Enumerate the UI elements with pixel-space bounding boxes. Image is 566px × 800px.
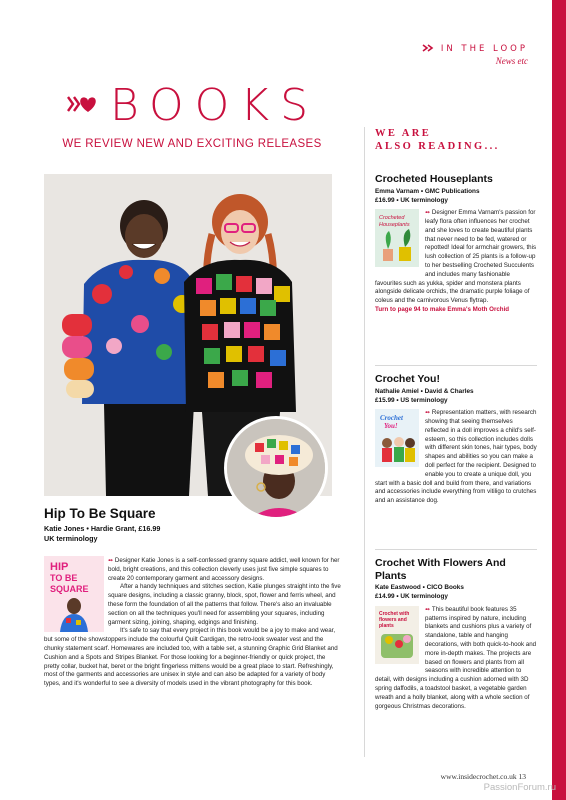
- page-title: BOOKS: [110, 80, 320, 131]
- feature-body: [44, 557, 342, 689]
- books-header: [66, 80, 320, 131]
- sidebar-book-author: Kate Eastwood • CICO Books: [375, 584, 464, 592]
- sidebar-book-meta: [375, 187, 537, 206]
- feature-paragraph-3: It's safe to say that every project in this book would be a joy to make and wear, but some of the showstoppers include the colourful Quilt Cardigan, the retro-look sweater vest and the chunky statement scarf. Homewares are included too, with a table set, a stunning Graphic Grid Blanket and Cushion and a Spots and Stripes Blanket. For those looking for a beginner-friendly or quick project, the pretty collar, bucket hat, beret or the bright fingerless mittens would be a great place to start. Refreshingly, most of the garments and accessories are unisex in style and can also be adapted for a variety of body types, and it's wonderful to see a diversity of models used in the vibrant photography for this book.: [44, 627, 338, 688]
- sidebar-book-author: Nathalie Amiel • David & Charles: [375, 387, 474, 395]
- sidebar-divider: [375, 365, 537, 366]
- watermark: PassionForum.ru: [483, 782, 556, 793]
- svg-text:Crochet: Crochet: [380, 414, 403, 423]
- lead-arrow-icon: ➻: [108, 557, 115, 564]
- heart-arrow-icon: [66, 93, 100, 120]
- sidebar-book-meta: [375, 387, 537, 406]
- sidebar-book-body: [375, 209, 537, 315]
- sidebar-heading-line-2: ALSO READING...: [375, 141, 500, 153]
- svg-text:Houseplants: Houseplants: [379, 222, 410, 229]
- section-tag: [422, 44, 528, 66]
- sidebar-book-2: [375, 373, 537, 506]
- sidebar-book-body: [375, 409, 537, 506]
- sidebar-book-description: This beautiful book features 35 patterns inspired by nature, including blankets and cushions plus a variety of standalone, table and hanging decorations, with both quick-to-hook and more in-depth makes. The projects are based on flowers and plants from all seasons with incredible attention to detail, with designs including a cushion adorned with 3D spring daffodils, a toadstool basket, a vegetable garden wreath and a holly blanket, along with a whole section of gorgeous Christmas decorations.: [375, 605, 537, 710]
- sidebar-heading: [375, 127, 536, 153]
- sidebar-book-price: £14.99 • UK terminology: [375, 593, 448, 601]
- sidebar-also-reading: [364, 127, 536, 757]
- sidebar-book-price: £16.99 • UK terminology: [375, 196, 448, 204]
- feature-meta: [44, 524, 160, 545]
- sidebar-book-title: Crochet With Flowers And Plants: [375, 557, 506, 582]
- svg-text:Crochet with: Crochet with: [379, 610, 410, 617]
- sidebar-heading-line-1: WE ARE: [375, 128, 432, 139]
- sidebar-book-cover: [375, 209, 419, 267]
- double-chevron-right-icon: [422, 44, 436, 54]
- svg-text:flowers and: flowers and: [379, 616, 407, 623]
- sidebar-book-cover: [375, 606, 419, 664]
- feature-title: Hip To Be Square: [44, 506, 156, 521]
- lead-arrow-icon: ➻: [425, 409, 432, 417]
- svg-text:plants: plants: [379, 622, 394, 629]
- sidebar-book-author: Emma Varnam • GMC Publications: [375, 187, 480, 195]
- sidebar-book-title: Crochet You!: [375, 373, 440, 385]
- page-edge-stripe: [552, 0, 566, 800]
- section-tag-sub: News etc: [495, 56, 528, 66]
- page-footer: [441, 772, 526, 781]
- inset-photo-beret: [224, 416, 328, 520]
- feature-terminology: UK terminology: [44, 534, 98, 544]
- sidebar-book-meta: [375, 583, 537, 602]
- sidebar-book-cover: [375, 409, 419, 467]
- sidebar-book-cta[interactable]: Turn to page 94 to make Emma's Moth Orchid: [375, 305, 510, 313]
- svg-text:SQUARE: SQUARE: [50, 584, 89, 594]
- feature-paragraph-2: After a handy techniques and stitches section, Katie plunges straight into the five square designs, including a classic granny, block, spot, flower and ferris wheel, and these form the foundation of all the patterns that follow. There's also an invaluable section on all the techniques you'll need for assembling your squares, including garment sizing, joining, shaping, edgings and finishing.: [108, 583, 341, 626]
- feature-author-line: Katie Jones • Hardie Grant, £16.99: [44, 524, 161, 533]
- page-subtitle: WE REVIEW NEW AND EXCITING RELEASES: [62, 138, 322, 150]
- sidebar-book-title: Crocheted Houseplants: [375, 173, 493, 185]
- svg-text:TO BE: TO BE: [50, 573, 78, 583]
- sidebar-book-price: £15.99 • US terminology: [375, 396, 448, 404]
- svg-text:Crocheted: Crocheted: [379, 215, 405, 222]
- lead-arrow-icon: ➻: [425, 209, 432, 217]
- svg-text:You!: You!: [384, 422, 398, 431]
- lead-arrow-icon: ➻: [425, 605, 432, 613]
- sidebar-book-body: [375, 606, 537, 712]
- section-tag-label: IN THE LOOP: [440, 44, 528, 54]
- svg-text:HIP: HIP: [50, 561, 69, 573]
- page-number: 13: [518, 772, 526, 781]
- sidebar-book-description: Representation matters, with research showing that seeing themselves reflected in a doll improves a child's self-esteem, so this collection includes dolls with different skin tones, hair types, body shapes and abilities so you can make a doll perfect for the recipient. Designed to enable you to create a unique doll, you start with a basic doll and build from there, and variations and accessories include everything from vitiligo to crutches and an assistance dog.: [375, 409, 537, 505]
- sidebar-divider: [375, 549, 537, 550]
- sidebar-book-3: [375, 557, 537, 711]
- footer-url[interactable]: www.insidecrochet.co.uk: [440, 772, 517, 781]
- sidebar-book-1: [375, 173, 537, 315]
- feature-paragraph-1: Designer Katie Jones is a self-confessed granny square addict, well known for her bold, bright creations, and this collection cleverly uses just five simple squares to create 20 contemporary garment and accessory designs.: [108, 557, 340, 582]
- sidebar-book-description: Designer Emma Varnam's passion for leafy flora often influences her crochet and she loves to create beautiful plants that never need to be fed, watered or repotted! Ideal for armchair growers, this lush collection of 25 plants is a follow-up to her bestselling Crocheted Succulents and includes many fashionable favourites such as yukka, spider and monstera plants alongside delicate orchids, the dramatic purple foliage of coleus and the carnivorous Venus flytrap.: [375, 209, 537, 305]
